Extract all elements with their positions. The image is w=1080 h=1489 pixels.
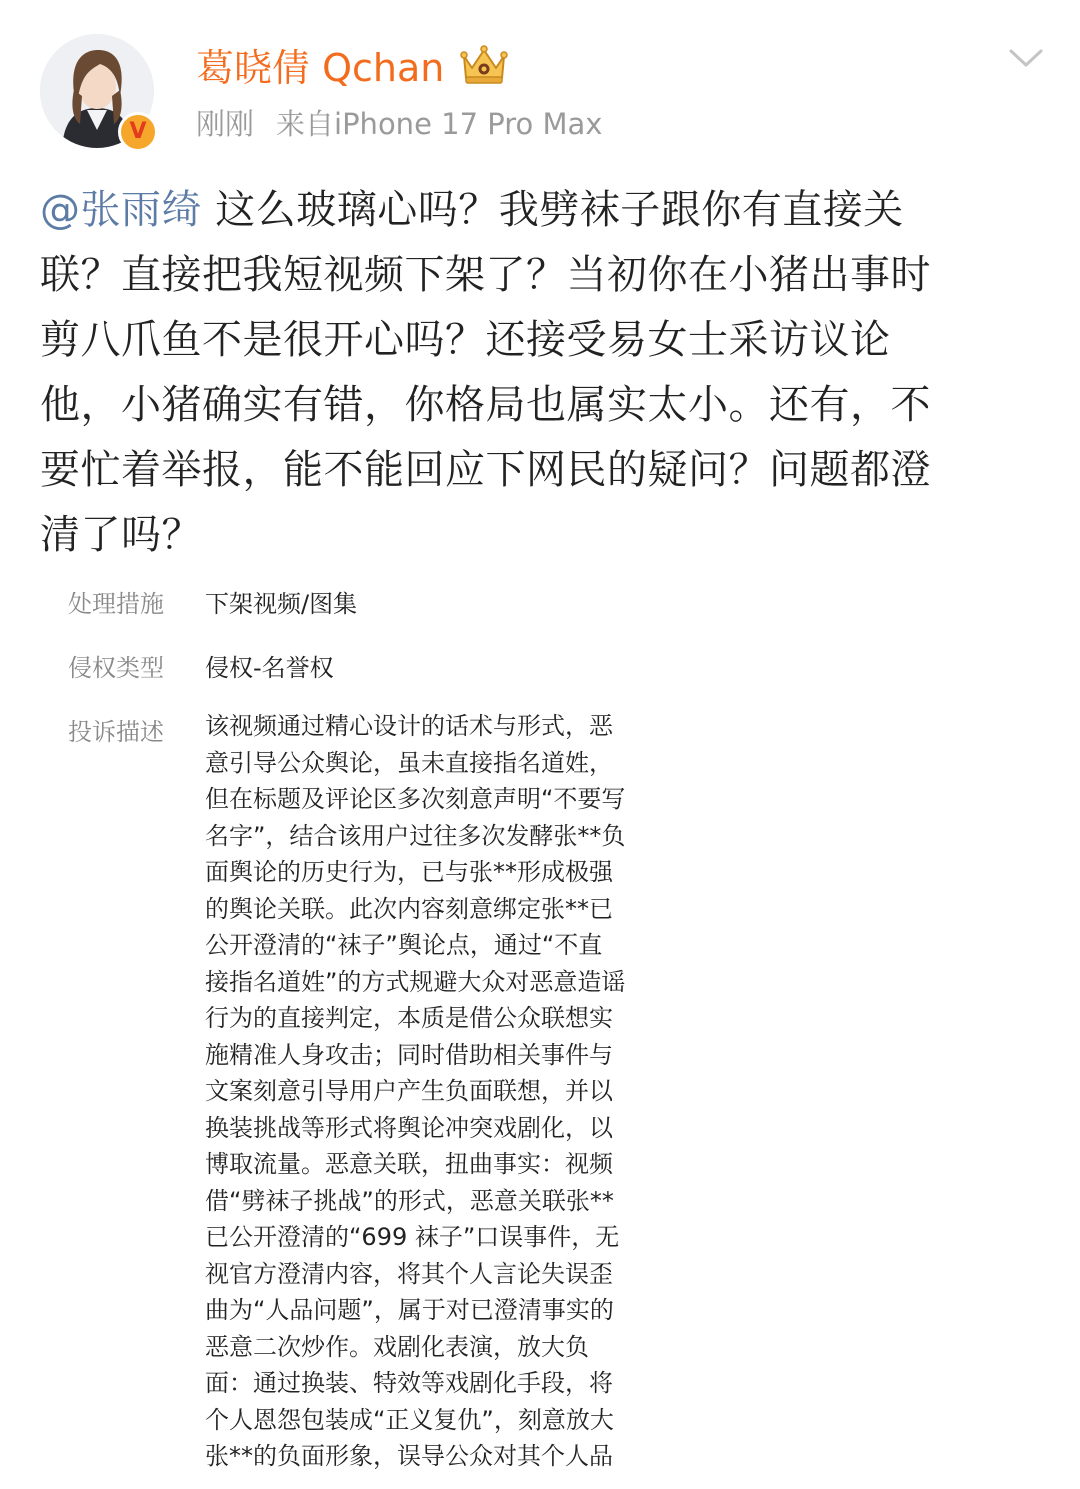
- post-time: 刚刚: [196, 107, 255, 141]
- description-line: 接指名道姓”的方式规避大众对恶意造谣: [205, 967, 626, 996]
- description-line: 但在标题及评论区多次刻意声明“不要写: [205, 785, 626, 813]
- crown-icon[interactable]: [458, 44, 510, 86]
- user-name[interactable]: 葛晓倩 Qchan: [196, 46, 445, 90]
- description-line: 名字”，结合该用户过往多次发酵张**负: [205, 821, 626, 850]
- description-line: 张**的负面形象，误导公众对其个人品: [205, 1442, 613, 1470]
- description-line: 恶意二次炒作。戏剧化表演，放大负: [205, 1332, 589, 1361]
- description-line: 文案刻意引导用户产生负面联想，并以: [205, 1077, 613, 1105]
- verified-badge-icon: V: [118, 112, 158, 152]
- post-line: 清了吗？: [40, 512, 202, 558]
- description-line: 公开澄清的“袜子”舆论点，通过“不直: [205, 931, 603, 959]
- post-line: @张雨绮 这么玻璃心吗？我劈袜子跟你有直接关: [40, 187, 904, 233]
- measure-value: 下架视频/图集: [205, 590, 358, 618]
- description-line: 视官方澄清内容，将其个人言论失误歪: [205, 1259, 613, 1288]
- description-line: 曲为“人品问题”，属于对已澄清事实的: [205, 1296, 614, 1324]
- measure-label: 处理措施: [68, 590, 164, 618]
- description-line: 施精准人身攻击；同时借助相关事件与: [205, 1040, 613, 1069]
- description-line: 换装挑战等形式将舆论冲突戏剧化，以: [205, 1113, 613, 1142]
- description-label: 投诉描述: [68, 718, 164, 746]
- post-line: 要忙着举报，能不能回应下网民的疑问？问题都澄: [40, 447, 931, 493]
- type-label: 侵权类型: [68, 654, 164, 682]
- description-line: 个人恩怨包装成“正义复仇”，刻意放大: [205, 1405, 614, 1434]
- post-meta: [196, 101, 602, 147]
- description-line: 行为的直接判定，本质是借公众联想实: [205, 1004, 613, 1032]
- description-line: 已公开澄清的“699 袜子”口误事件，无: [205, 1223, 620, 1251]
- post-text: [40, 178, 1050, 568]
- description-line: 的舆论关联。此次内容刻意绑定张**已: [205, 894, 613, 923]
- description-line: 面：通过换装、特效等戏剧化手段，将: [205, 1369, 613, 1397]
- description-line: 博取流量。恶意关联，扭曲事实：视频: [205, 1150, 613, 1178]
- post-line: 联？直接把我短视频下架了？当初你在小猪出事时: [40, 252, 931, 298]
- description-text: [205, 708, 685, 1475]
- mention-link[interactable]: @张雨绮: [40, 187, 202, 233]
- chevron-down-icon[interactable]: [1008, 46, 1044, 70]
- post-line: 剪八爪鱼不是很开心吗？还接受易女士采访议论: [40, 317, 891, 363]
- description-line: 意引导公众舆论，虽未直接指名道姓，: [205, 748, 613, 777]
- post-line: 他，小猪确实有错，你格局也属实太小。还有，不: [40, 382, 931, 428]
- description-line: 借“劈袜子挑战”的形式，恶意关联张**: [205, 1186, 614, 1215]
- post-source[interactable]: 来自iPhone 17 Pro Max: [276, 107, 603, 141]
- description-line: 面舆论的历史行为，已与张**形成极强: [205, 858, 613, 886]
- type-value: 侵权-名誉权: [205, 654, 334, 682]
- description-line: 该视频通过精心设计的话术与形式，恶: [205, 712, 613, 740]
